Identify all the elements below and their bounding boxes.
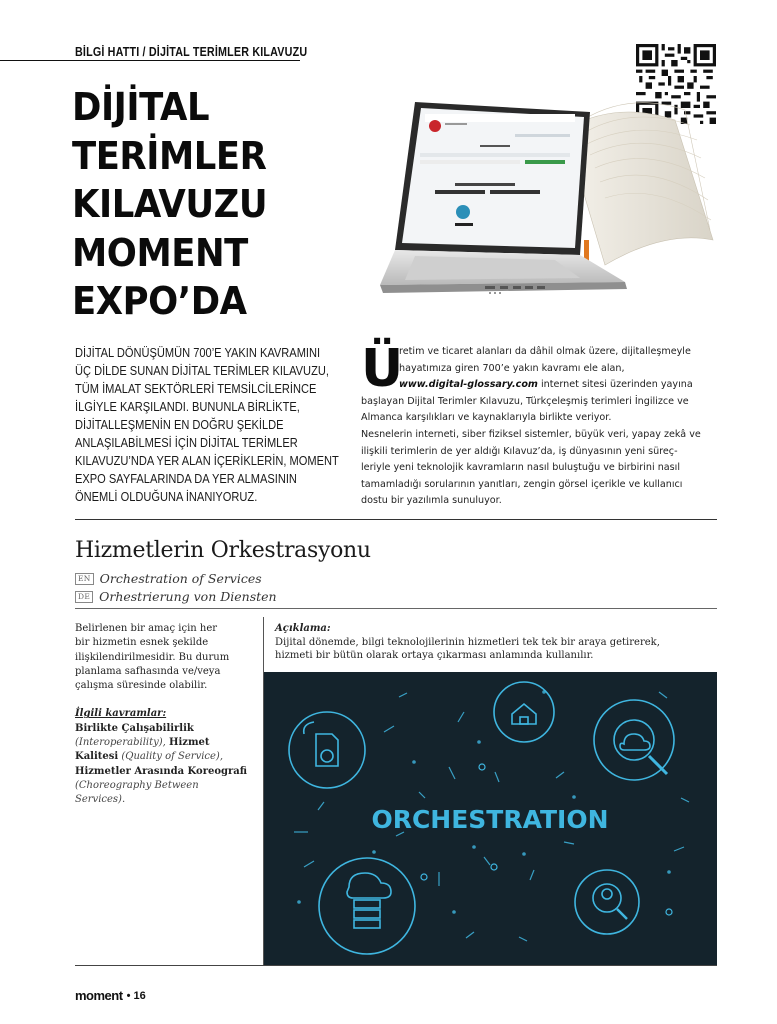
article-line: Nesnelerin interneti, siber fiziksel sistemler, büyük veri, yapay zekâ ve xyxy=(361,428,701,440)
intro-line: İLGİYLE KARŞILANDI. BUNUNLA BİRLİKTE, xyxy=(75,400,300,414)
translation-en xyxy=(75,571,262,586)
explanation xyxy=(275,622,717,663)
article-line: tamamladığı sorularının yanıtları, zengin görsel içerikle ve kullanıcı xyxy=(361,478,683,490)
language-tag-de: DE xyxy=(75,591,93,603)
definition-line: planlama safhasında ve/veya xyxy=(75,665,221,677)
intro-line: EXPO SAYFALARINDA DA YER ALMASININ xyxy=(75,472,297,486)
intro-line: DİJİTAL DÖNÜŞÜMÜN 700’E YAKIN KAVRAMINI xyxy=(75,346,321,360)
cloud-icon xyxy=(620,734,650,750)
intro-line: ÖNEMLİ OLDUĞUNA İNANIYORUZ. xyxy=(75,490,258,504)
headline-line: DİJİTAL xyxy=(72,85,210,130)
intro-line: ANLAŞILABİLMESİ İÇİN DİJİTAL TERİMLER xyxy=(75,436,298,450)
definition-line: çalışma süresinde olabilir. xyxy=(75,680,208,692)
related-term-en: Services). xyxy=(75,794,126,806)
related-line xyxy=(75,765,257,779)
explanation-line: hizmeti bir bütün olarak ortaya çıkarması anlamında kullanılır. xyxy=(275,650,594,661)
article-line: ilişkili terimlerin de yer aldığı Kılavuz’da, iş dünyasının yeni süreç- xyxy=(361,445,678,457)
orchestration-graphic xyxy=(264,672,717,965)
headline-line: EXPO’DA xyxy=(72,279,247,324)
related-term-en: (Quality of Service), xyxy=(121,751,224,763)
headline-line: KILAVUZU xyxy=(72,182,268,227)
intro-line: KILAVUZU’NDA YER ALAN İÇERİKLERİN, MOMENT xyxy=(75,454,339,468)
article-body xyxy=(361,339,721,510)
article-line: hayatımıza giren 700’e yakın kavramı ele alan, xyxy=(399,362,625,374)
website-link[interactable]: www.digital-glossary.com xyxy=(399,379,538,391)
intro-line: TÜM İMALAT SEKTÖRLERİ TEMSİLCİLERİNCE xyxy=(75,382,317,396)
explanation-heading: Açıklama: xyxy=(275,623,331,634)
user-search-icon-circle xyxy=(575,870,639,934)
article-line: dostu bir yazılımla sunuluyor. xyxy=(361,495,502,507)
term-title: Hizmetlerin Orkestrasyonu xyxy=(75,538,371,563)
home-icon xyxy=(512,704,536,724)
related-term-en: (Interoperability), xyxy=(75,737,166,749)
intro-text xyxy=(75,344,348,506)
related-line xyxy=(75,736,257,750)
related-line xyxy=(75,779,257,793)
definition-line: Belirlenen bir amaç için her xyxy=(75,623,218,634)
laptop-book-illustration xyxy=(375,90,717,305)
server-icon xyxy=(354,900,380,908)
article-line-rest: internet sitesi üzerinden yayına xyxy=(537,379,693,391)
top-rule xyxy=(0,60,300,61)
translation-en-text: Orchestration of Services xyxy=(99,571,262,586)
headline xyxy=(72,84,320,327)
article-line: Almanca karşılıkları ve kaynaklarıyla birlikte veriyor. xyxy=(361,412,612,424)
related-line xyxy=(75,722,257,736)
headline-line: TERİMLER xyxy=(72,133,267,179)
related-heading: İlgili kavramlar: xyxy=(75,708,167,720)
orchestration-label: ORCHESTRATION xyxy=(371,805,609,834)
article-line: başlayan Dijital Terimler Kılavuzu, Türkçeleşmiş terimleri İngilizce ve xyxy=(361,395,689,407)
cloud-server-icon xyxy=(347,873,391,898)
related-term-en: (Choreography Between xyxy=(75,779,199,791)
intro-line: DİJİTALLEŞMENİN EN DOĞRU ŞEKİLDE xyxy=(75,418,284,432)
definition-line: bir hizmetin esnek şekilde xyxy=(75,637,209,649)
related-term: Birlikte Çalışabilirlik xyxy=(75,722,194,734)
related-line xyxy=(75,750,257,764)
related-term: Kalitesi xyxy=(75,751,119,763)
page-number: • 16 xyxy=(126,989,146,1002)
article-line xyxy=(361,377,721,394)
headline-line: MOMENT xyxy=(72,230,248,276)
related-term: Hizmetler Arasında Koreografi xyxy=(75,765,248,777)
article-line: retim ve ticaret alanları da dâhil olmak üzere, dijitalleşmeyle xyxy=(399,346,691,357)
section-label: BİLGİ HATTI / DİJİTAL TERİMLER KILAVUZU xyxy=(75,45,308,59)
term-divider xyxy=(75,608,717,609)
article-line: leriyle yeni teknolojik kavramların nasıl buluştuğu ve birbirini nasıl xyxy=(361,462,680,474)
brand-logo: moment xyxy=(75,988,123,1003)
orchestration-illustration xyxy=(264,672,717,965)
intro-line: ÜÇ DİLDE SUNAN DİJİTAL TERİMLER KILAVUZU, xyxy=(75,364,329,378)
dropcap: Ü xyxy=(361,339,404,399)
explanation-line: Dijital dönemde, bilgi teknolojilerinin hizmetleri tek tek bir araya getirerek, xyxy=(275,636,660,648)
bottom-rule xyxy=(75,965,717,966)
translation-de-text: Orhestrierung von Diensten xyxy=(99,589,277,604)
definition-column xyxy=(75,622,257,808)
magnifier-icon xyxy=(614,720,654,760)
section-divider xyxy=(75,519,717,520)
definition-line: ilişkilendirilmesidir. Bu durum xyxy=(75,651,230,663)
footer xyxy=(75,988,146,1003)
translation-de xyxy=(75,589,277,604)
related-line xyxy=(75,793,257,807)
language-tag-en: EN xyxy=(75,573,94,585)
related-term: Hizmet xyxy=(169,737,210,749)
